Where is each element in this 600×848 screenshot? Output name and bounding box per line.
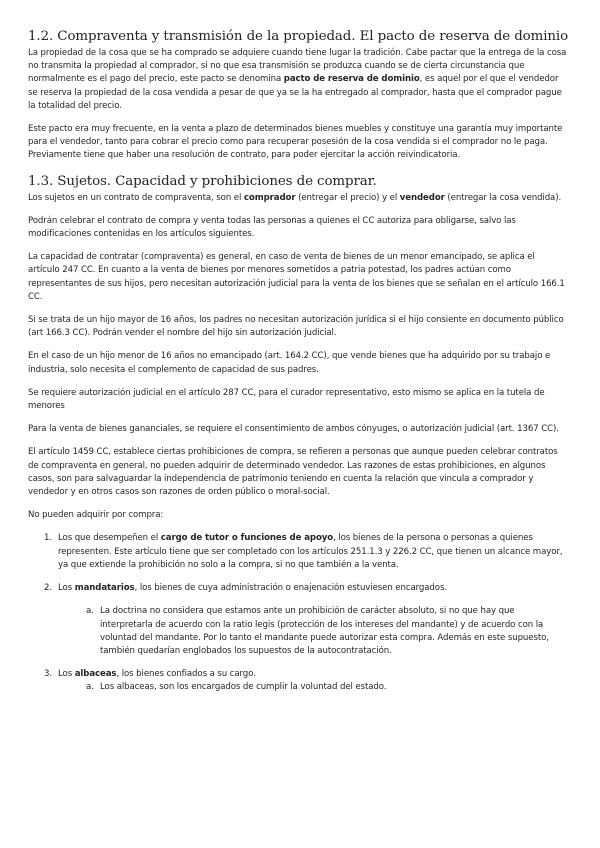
bold-term-mandatarios: mandatarios <box>74 583 135 594</box>
paragraph-sujetos <box>28 192 568 205</box>
paragraph-hijo-menor-16: En el caso de un hijo menor de 16 años no emancipado (art. 164.2 CC), que vende bienes que ha adquirido por su trabajo e industria, solo necesita el complemento de capacidad de sus padres. <box>28 351 551 375</box>
sub-list-item <box>58 605 568 658</box>
sub-list-item <box>58 681 568 694</box>
paragraph-autorizacion-judicial: Se requiere autorización judicial en el artículo 287 CC, para el curador representativo, esto mismo se aplica en la tutela de menores <box>28 387 545 412</box>
sub-list <box>58 605 568 658</box>
list-number: 3. <box>44 669 52 680</box>
text-run: Los que desempeñen el <box>58 533 161 544</box>
list-item <box>28 668 568 694</box>
paragraph-capacidad: La capacidad de contratar (compraventa) es general, en caso de venta de bienes de un menor emancipado, se aplica el artículo 247 CC. En cuanto a la venta de bienes por menores sometidos a patria potestad, los padres actúan como representantes de sus hijos, pero necesitan autorización judicial para la venta de los bienes que se señalan en el artículo 166.1 CC. <box>28 252 565 302</box>
list-item <box>28 582 568 658</box>
sub-list-letter: a. <box>86 682 94 693</box>
text-run: La doctrina no considera que estamos ante un prohibición de carácter absoluto, si no que hay que interpretarla de acuerdo con la ratio legis (protección de los intereses del mandante) y de acuerdo con la voluntad del mandante. Por lo tanto el mandante puede autorizar esta compra. Además en este supuesto, también quedarían englobados los supuestos de la autocontratación. <box>100 606 549 656</box>
bold-term-tutor: cargo de tutor o funciones de apoyo <box>160 533 334 544</box>
section-heading-1-3: 1.3. Sujetos. Capacidad y prohibiciones de comprar. <box>28 173 377 189</box>
text-run: , los bienes de cuya administración o enajenación estuviesen encargados. <box>134 583 447 594</box>
paragraph-bienes-gananciales: Para la venta de bienes gananciales, se requiere el consentimiento de ambos cónyuges, o autorización judicial (art. 1367 CC). <box>28 424 559 435</box>
paragraph-prohibiciones: El artículo 1459 CC, establece ciertas prohibiciones de compra, se refieren a personas que aunque pueden celebrar contratos de compraventa en general, no pueden adquirir de determinado vendedor. Las razones de estas prohibiciones, en algunos casos, son para salvaguardar la independencia de patrimonio teniendo en cuenta la relación que vincula a comprador y vendedor y en otros casos son razones de orden público o moral-social. <box>28 447 558 498</box>
paragraph-no-pueden-adquirir: No pueden adquirir por compra: <box>28 510 164 521</box>
list-item <box>28 532 568 572</box>
text-run: , los bienes confiados a su cargo. <box>116 669 256 680</box>
text-run: , es aquel por el que el vendedor se reserva la propiedad de la cosa vendida a pesar de que ya se la ha entregado al comprador, hasta que el comprador pague la totalidad del precio. <box>28 74 562 111</box>
list-number: 2. <box>44 583 52 594</box>
document-page <box>28 28 568 705</box>
paragraph-reserva-dominio <box>28 47 568 113</box>
bold-term-vendedor: vendedor <box>399 192 445 203</box>
list-number: 1. <box>44 533 52 544</box>
bold-term-comprador: comprador <box>243 192 296 203</box>
text-run: Los <box>58 583 75 594</box>
paragraph-hijo-mayor-16: Si se trata de un hijo mayor de 16 años, los padres no necesitan autorización jurídica si el hijo consiente en documento público (art 166.3 CC). Podrán vender el nombre del hijo sin autorización judicial. <box>28 315 564 339</box>
text-run: , los bienes de la persona o personas a quienes representen. Este artículo tiene que ser completado con los artículos 251.1.3 y 226.2 CC, que tienen un alcance mayor, ya que extiende la prohibición no solo a la compra, si no que también a la venta. <box>58 533 563 570</box>
sub-list-letter: a. <box>86 606 94 617</box>
text-run: Los <box>58 669 75 680</box>
sub-list <box>58 681 568 694</box>
paragraph-celebrar-contrato: Podrán celebrar el contrato de compra y venta todas las personas a quienes el CC autoriza para obligarse, salvo las modificaciones contenidas en los artículos siguientes. <box>28 215 516 240</box>
bold-term-albaceas: albaceas <box>74 669 117 680</box>
section-heading-1-2: 1.2. Compraventa y transmisión de la propiedad. El pacto de reserva de dominio <box>28 29 569 44</box>
text-run: (entregar la cosa vendida). <box>444 192 562 203</box>
prohibitions-list <box>28 532 568 694</box>
paragraph-pacto-frecuente: Este pacto era muy frecuente, en la venta a plazo de determinados bienes muebles y constituye una garantía muy importante para el vendedor, tanto para cobrar el precio como para recuperar posesión de la cosa vendida si el comprador no le paga. Previamente tiene que haber una resolución de contrato, para poder ejercitar la acción reivindicatoria. <box>28 124 563 161</box>
text-run: (entregar el precio) y el <box>295 192 400 203</box>
text-run: Los albaceas, son los encargados de cumplir la voluntad del estado. <box>100 682 387 693</box>
bold-term-pacto-reserva: pacto de reserva de dominio <box>283 74 420 85</box>
text-run: La propiedad de la cosa que se ha comprado se adquiere cuando tiene lugar la tradición. Cabe pactar que la entrega de la cosa no transmita la propiedad al comprador, si no que esa transmisión se produzca cuando se de cierta circunstancia que normalmente es el pago del precio, este pacto se denomina <box>28 48 567 85</box>
text-run: Los sujetos en un contrato de compraventa, son el <box>28 192 244 203</box>
